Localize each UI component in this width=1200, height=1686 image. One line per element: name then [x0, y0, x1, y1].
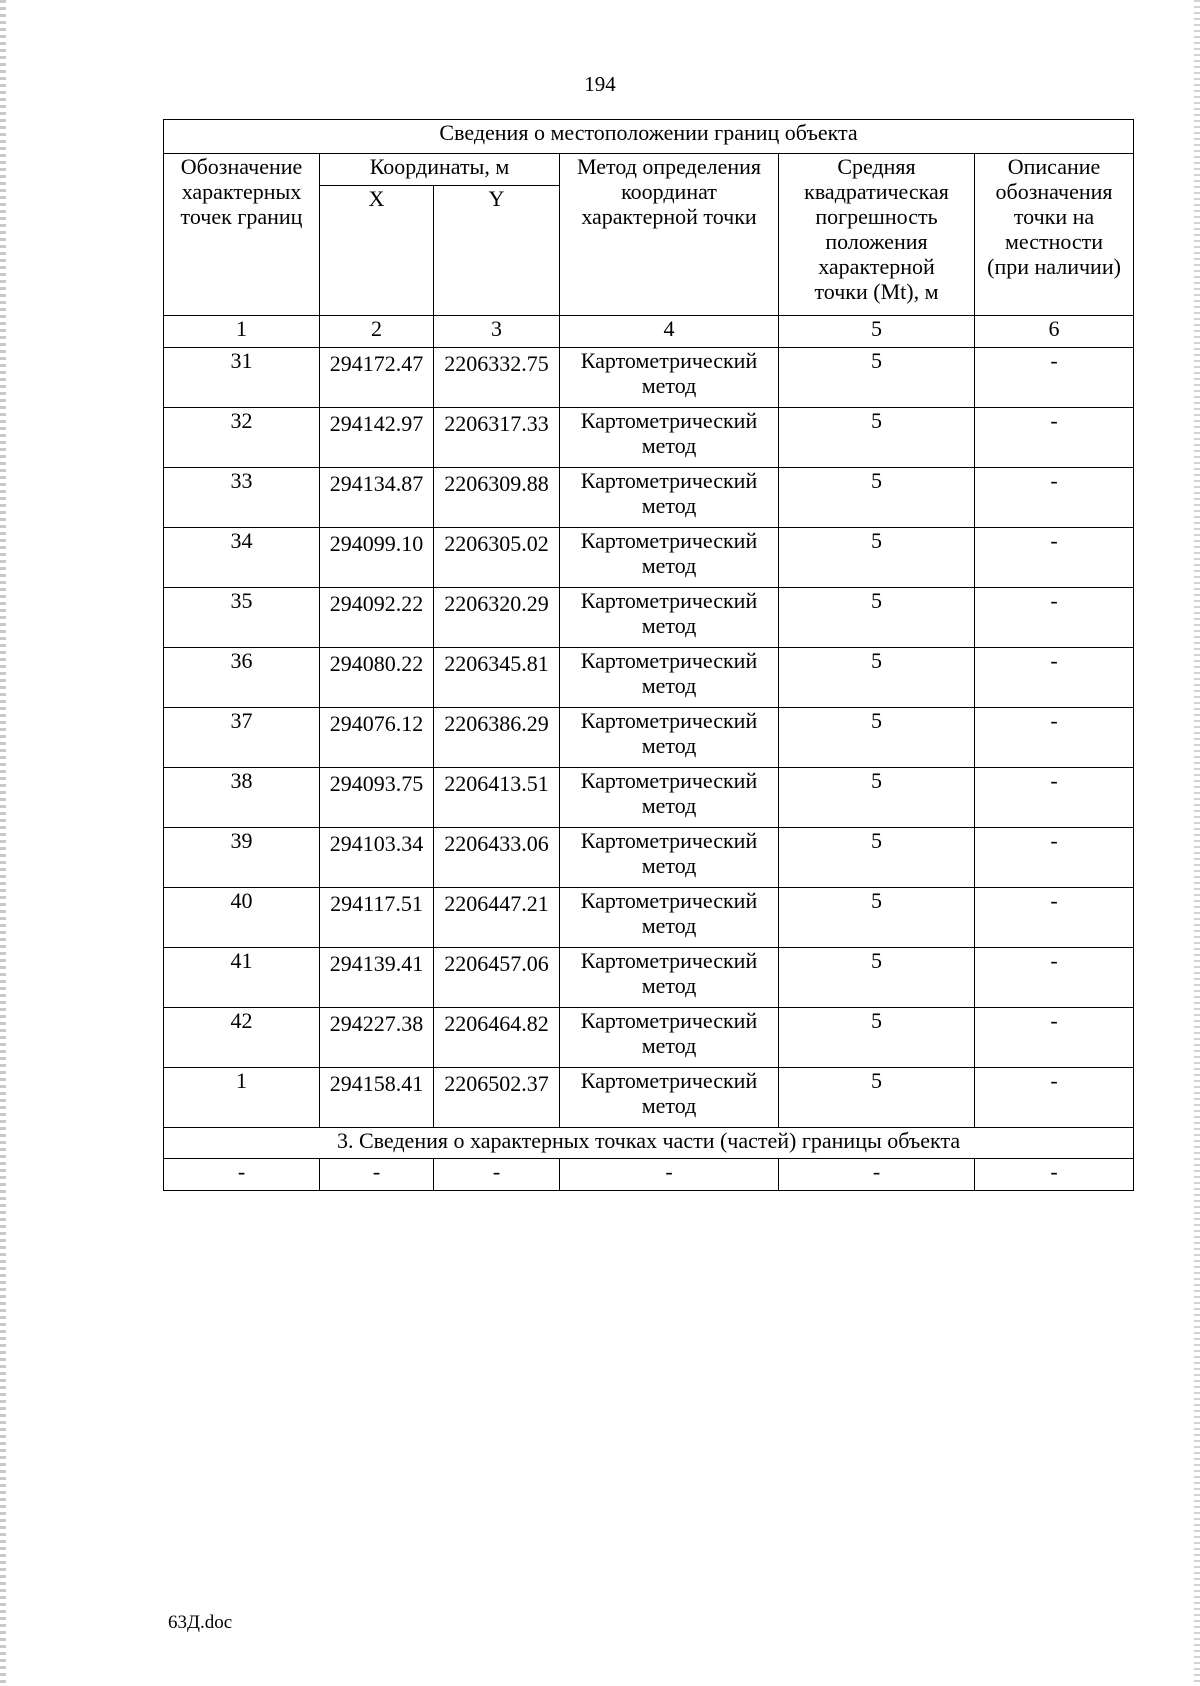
- method-line: Картометрический: [580, 528, 758, 553]
- table-title: Сведения о местоположении границ объекта: [164, 120, 1134, 154]
- point-number: 31: [164, 348, 320, 408]
- header-y: Y: [434, 186, 560, 316]
- method-line: Картометрический: [580, 348, 758, 373]
- point-number: 40: [164, 888, 320, 948]
- mean-error: 5: [779, 348, 975, 408]
- header-error-line: характерной: [818, 254, 935, 279]
- method-cell: [560, 468, 779, 528]
- mean-error: 5: [779, 408, 975, 468]
- header-description-line: Описание: [1007, 154, 1101, 179]
- coordinate-x: 294172.47: [320, 348, 434, 408]
- header-x: X: [320, 186, 434, 316]
- method-cell: [560, 1008, 779, 1068]
- method-cell: [560, 1068, 779, 1128]
- table-row: [164, 948, 1134, 1008]
- point-number: 36: [164, 648, 320, 708]
- header-error-line: погрешность: [815, 204, 938, 229]
- coordinate-x: 294142.97: [320, 408, 434, 468]
- header-description-line: (при наличии): [987, 254, 1121, 279]
- method-cell: [560, 708, 779, 768]
- coordinate-y: 2206457.06: [434, 948, 560, 1008]
- point-description: -: [975, 468, 1134, 528]
- method-line: Картометрический: [580, 1068, 758, 1093]
- coordinate-y: 2206317.33: [434, 408, 560, 468]
- header-error: [779, 154, 975, 316]
- method-line: Картометрический: [580, 588, 758, 613]
- coordinate-y: 2206320.29: [434, 588, 560, 648]
- empty-cell: -: [320, 1159, 434, 1191]
- mean-error: 5: [779, 1008, 975, 1068]
- method-line: метод: [641, 1093, 697, 1118]
- point-description: -: [975, 1068, 1134, 1128]
- point-number: 38: [164, 768, 320, 828]
- column-number: 5: [779, 316, 975, 348]
- coordinate-x: 294103.34: [320, 828, 434, 888]
- empty-cell: -: [975, 1159, 1134, 1191]
- header-description-line: обозначения: [995, 179, 1113, 204]
- method-line: метод: [641, 493, 697, 518]
- method-line: метод: [641, 613, 697, 638]
- column-number: 3: [434, 316, 560, 348]
- method-line: метод: [641, 853, 697, 878]
- mean-error: 5: [779, 888, 975, 948]
- method-line: Картометрический: [580, 468, 758, 493]
- coordinate-x: 294158.41: [320, 1068, 434, 1128]
- coordinate-x: 294092.22: [320, 588, 434, 648]
- method-line: метод: [641, 973, 697, 998]
- header-error-line: положения: [825, 229, 928, 254]
- header-designation-line: точек границ: [180, 204, 303, 229]
- point-number: 39: [164, 828, 320, 888]
- point-description: -: [975, 828, 1134, 888]
- method-line: Картометрический: [580, 1008, 758, 1033]
- method-line: метод: [641, 373, 697, 398]
- coordinate-y: 2206345.81: [434, 648, 560, 708]
- method-line: метод: [641, 793, 697, 818]
- coordinate-y: 2206386.29: [434, 708, 560, 768]
- method-cell: [560, 768, 779, 828]
- section-3-empty-row: [164, 1159, 1134, 1191]
- method-line: метод: [641, 433, 697, 458]
- header-description-line: точки на: [1013, 204, 1095, 229]
- point-description: -: [975, 1008, 1134, 1068]
- header-designation: [164, 154, 320, 316]
- header-method-line: характерной точки: [581, 204, 757, 229]
- coordinate-y: 2206332.75: [434, 348, 560, 408]
- method-line: Картометрический: [580, 828, 758, 853]
- method-line: Картометрический: [580, 768, 758, 793]
- table-row: [164, 468, 1134, 528]
- point-description: -: [975, 408, 1134, 468]
- method-cell: [560, 528, 779, 588]
- method-cell: [560, 828, 779, 888]
- coordinate-x: 294099.10: [320, 528, 434, 588]
- coordinate-y: 2206464.82: [434, 1008, 560, 1068]
- mean-error: 5: [779, 528, 975, 588]
- method-cell: [560, 408, 779, 468]
- coordinate-x: 294076.12: [320, 708, 434, 768]
- mean-error: 5: [779, 828, 975, 888]
- mean-error: 5: [779, 648, 975, 708]
- point-number: 42: [164, 1008, 320, 1068]
- header-row-1: [164, 154, 1134, 186]
- coordinate-x: 294117.51: [320, 888, 434, 948]
- header-method-line: координат: [621, 179, 717, 204]
- method-line: Картометрический: [580, 648, 758, 673]
- coordinate-y: 2206433.06: [434, 828, 560, 888]
- mean-error: 5: [779, 708, 975, 768]
- table-row: [164, 888, 1134, 948]
- table-row: [164, 708, 1134, 768]
- section-3-title: 3. Сведения о характерных точках части (частей) границы объекта: [164, 1128, 1134, 1159]
- coordinate-y: 2206309.88: [434, 468, 560, 528]
- header-coordinates: Координаты, м: [320, 154, 560, 186]
- point-number: 33: [164, 468, 320, 528]
- empty-cell: -: [779, 1159, 975, 1191]
- table-row: [164, 828, 1134, 888]
- header-method-line: Метод определения: [576, 154, 762, 179]
- method-line: метод: [641, 1033, 697, 1058]
- coordinate-x: 294139.41: [320, 948, 434, 1008]
- point-number: 41: [164, 948, 320, 1008]
- mean-error: 5: [779, 1068, 975, 1128]
- method-line: метод: [641, 913, 697, 938]
- section-3-row: [164, 1128, 1134, 1159]
- table-row: [164, 528, 1134, 588]
- empty-cell: -: [560, 1159, 779, 1191]
- table-row: [164, 768, 1134, 828]
- boundary-points-table: [163, 119, 1134, 1191]
- table-row: [164, 648, 1134, 708]
- point-description: -: [975, 348, 1134, 408]
- header-error-line: квадратическая: [804, 179, 949, 204]
- method-line: метод: [641, 553, 697, 578]
- column-number: 6: [975, 316, 1134, 348]
- coordinate-y: 2206305.02: [434, 528, 560, 588]
- coordinate-x: 294080.22: [320, 648, 434, 708]
- coordinate-y: 2206502.37: [434, 1068, 560, 1128]
- page-number: 194: [584, 72, 616, 96]
- point-description: -: [975, 768, 1134, 828]
- coordinate-y: 2206447.21: [434, 888, 560, 948]
- coordinate-y: 2206413.51: [434, 768, 560, 828]
- point-description: -: [975, 708, 1134, 768]
- column-number: 2: [320, 316, 434, 348]
- point-description: -: [975, 588, 1134, 648]
- header-error-line: Средняя: [837, 154, 916, 179]
- method-cell: [560, 648, 779, 708]
- method-line: Картометрический: [580, 888, 758, 913]
- table-row: [164, 1008, 1134, 1068]
- method-line: метод: [641, 733, 697, 758]
- point-number: 34: [164, 528, 320, 588]
- header-error-line: точки (Mt), м: [814, 279, 939, 304]
- header-description: [975, 154, 1134, 316]
- empty-cell: -: [434, 1159, 560, 1191]
- point-number: 35: [164, 588, 320, 648]
- column-number: 1: [164, 316, 320, 348]
- header-method: [560, 154, 779, 316]
- point-number: 37: [164, 708, 320, 768]
- point-description: -: [975, 888, 1134, 948]
- table-row: [164, 408, 1134, 468]
- table-row: [164, 1068, 1134, 1128]
- empty-cell: -: [164, 1159, 320, 1191]
- point-description: -: [975, 948, 1134, 1008]
- method-cell: [560, 348, 779, 408]
- point-number: 1: [164, 1068, 320, 1128]
- column-number: 4: [560, 316, 779, 348]
- table-row: [164, 348, 1134, 408]
- method-line: Картометрический: [580, 708, 758, 733]
- scan-edge-left: [0, 0, 6, 1686]
- method-line: Картометрический: [580, 948, 758, 973]
- mean-error: 5: [779, 468, 975, 528]
- header-designation-line: характерных: [181, 179, 302, 204]
- method-line: метод: [641, 673, 697, 698]
- coordinate-x: 294093.75: [320, 768, 434, 828]
- mean-error: 5: [779, 768, 975, 828]
- point-description: -: [975, 648, 1134, 708]
- document-filename: 63Д.doc: [168, 1612, 233, 1633]
- coordinate-x: 294227.38: [320, 1008, 434, 1068]
- scan-edge-right: [1194, 0, 1200, 1686]
- method-cell: [560, 588, 779, 648]
- mean-error: 5: [779, 588, 975, 648]
- table-title-row: [164, 120, 1134, 154]
- column-number-row: [164, 316, 1134, 348]
- coordinate-x: 294134.87: [320, 468, 434, 528]
- header-designation-line: Обозначение: [180, 154, 303, 179]
- table-row: [164, 588, 1134, 648]
- mean-error: 5: [779, 948, 975, 1008]
- method-cell: [560, 888, 779, 948]
- header-description-line: местности: [1004, 229, 1104, 254]
- point-number: 32: [164, 408, 320, 468]
- method-cell: [560, 948, 779, 1008]
- point-description: -: [975, 528, 1134, 588]
- method-line: Картометрический: [580, 408, 758, 433]
